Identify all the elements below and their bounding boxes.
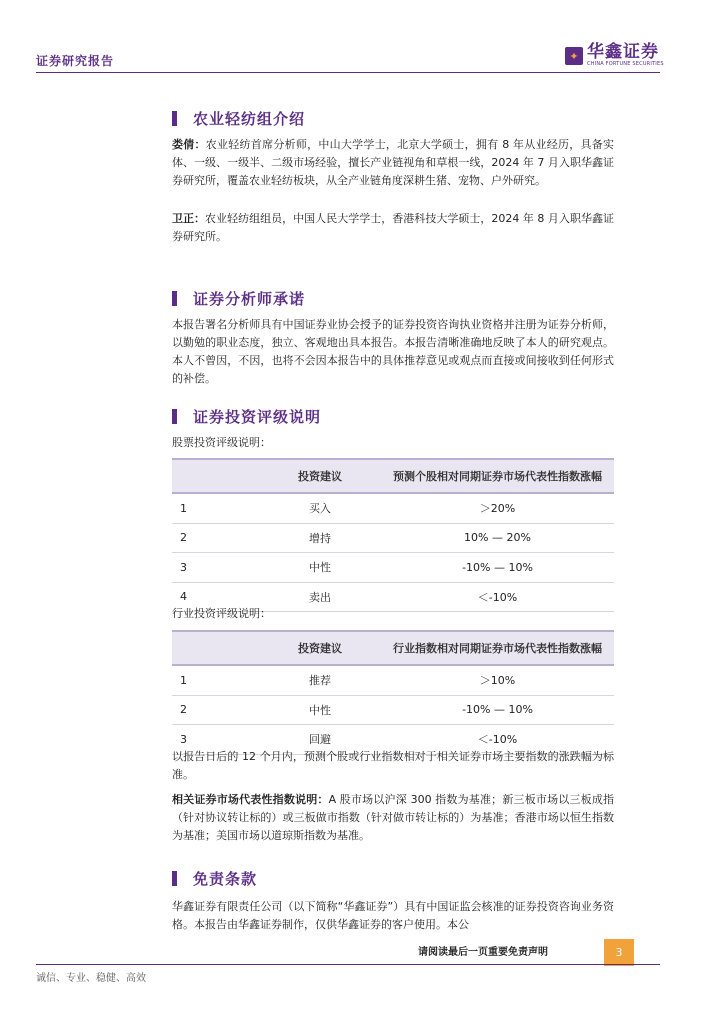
section-bar-icon bbox=[172, 409, 177, 424]
logo-english-text: CHINA FORTUNE SECURITIES bbox=[587, 61, 664, 67]
stock-rating-label: 股票投资评级说明： bbox=[172, 436, 271, 449]
rating-section-heading bbox=[172, 406, 321, 427]
disclaimer-section-heading bbox=[172, 868, 257, 889]
table-cell: ＜-10% bbox=[381, 725, 614, 755]
logo-mark-icon: ✦ bbox=[565, 47, 583, 65]
industry-rating-label: 行业投资评级说明： bbox=[172, 607, 271, 620]
rating-section-title: 证券投资评级说明 bbox=[193, 408, 322, 426]
table-cell: ＞20% bbox=[381, 493, 614, 523]
table-cell: 3 bbox=[172, 553, 259, 583]
table-cell: 4 bbox=[172, 582, 259, 612]
team-section-title: 农业轻纺组介绍 bbox=[193, 110, 306, 128]
table-header-cell: 行业指数相对同期证券市场代表性指数涨幅 bbox=[381, 631, 614, 665]
table-header-cell: 投资建议 bbox=[259, 631, 381, 665]
commitment-text: 本报告署名分析师具有中国证券业协会授予的证券投资咨询执业资格并注册为证券分析师，以勤勉的职业态度，独立、客观地出具本报告。本报告清晰准确地反映了本人的研究观点。本人不曾因，不因，也将不会因本报告中的具体推荐意见或观点而直接或间接收到任何形式的补偿。 bbox=[172, 318, 614, 385]
member-2-desc: 农业轻纺组组员，中国人民大学学士，香港科技大学硕士，2024 年 8 月入职华鑫证券研究所。 bbox=[172, 212, 615, 243]
commitment-section-title: 证券分析师承诺 bbox=[193, 290, 306, 308]
company-logo bbox=[565, 44, 664, 68]
table-cell: 1 bbox=[172, 665, 259, 695]
section-bar-icon bbox=[172, 291, 177, 306]
table-cell: 2 bbox=[172, 695, 259, 725]
table-cell: ＜-10% bbox=[381, 582, 614, 612]
table-row bbox=[172, 493, 614, 523]
table-cell: 10% — 20% bbox=[381, 523, 614, 553]
index-text: A 股市场以沪深 300 指数为基准；新三板市场以三板成指（针对协议转让标的）或三板做市指数（针对做市转让标的）为基准；香港市场以恒生指数为基准；美国市场以道琼斯指数为基准。 bbox=[172, 793, 614, 842]
member-1-name: 娄倩： bbox=[172, 138, 206, 151]
table-cell: 中性 bbox=[259, 553, 381, 583]
table-cell: 推荐 bbox=[259, 665, 381, 695]
report-type-label: 证券研究报告 bbox=[36, 54, 115, 68]
team-section-heading bbox=[172, 108, 305, 129]
table-cell: -10% — 10% bbox=[381, 553, 614, 583]
table-header-cell bbox=[172, 459, 259, 493]
table-cell: 回避 bbox=[259, 725, 381, 755]
table-cell: 2 bbox=[172, 523, 259, 553]
table-cell: 1 bbox=[172, 493, 259, 523]
table-row bbox=[172, 523, 614, 553]
disclaimer-text: 华鑫证券有限责任公司（以下简称“华鑫证券”）具有中国证监会核准的证券投资咨询业务资格。本报告由华鑫证券制作，仅供华鑫证券的客户使用。本公 bbox=[172, 900, 614, 931]
table-cell: 卖出 bbox=[259, 582, 381, 612]
footer-divider bbox=[36, 964, 660, 965]
section-bar-icon bbox=[172, 871, 177, 886]
table-row bbox=[172, 553, 614, 583]
disclaimer-section-title: 免责条款 bbox=[193, 870, 258, 888]
index-explanation bbox=[172, 791, 614, 845]
commitment-section-heading bbox=[172, 288, 305, 309]
header-divider bbox=[36, 72, 660, 73]
member-2-name: 卫正： bbox=[172, 212, 206, 225]
team-member-2 bbox=[172, 210, 614, 246]
team-member-1 bbox=[172, 136, 614, 190]
table-header-cell: 预测个股相对同期证券市场代表性指数涨幅 bbox=[381, 459, 614, 493]
table-header-row bbox=[172, 631, 614, 665]
table-header-row bbox=[172, 459, 614, 493]
table-cell: -10% — 10% bbox=[381, 695, 614, 725]
index-label: 相关证券市场代表性指数说明： bbox=[172, 793, 329, 806]
member-1-desc: 农业轻纺首席分析师，中山大学学士，北京大学硕士，拥有 8 年从业经历，具备实体、一级、一级半、二级市场经验，擅长产业链视角和草根一线，2024 年 7 月入职华鑫证券研究所，覆盖农业轻纺板块，从全产业链角度深耕生猪、宠物、户外研究。 bbox=[172, 138, 615, 187]
page-number: 3 bbox=[604, 939, 634, 966]
table-header-cell: 投资建议 bbox=[259, 459, 381, 493]
stock-rating-table bbox=[172, 458, 614, 612]
rating-note: 以报告日后的 12 个月内，预测个股或行业指数相对于相关证券市场主要指数的涨跌幅为标准。 bbox=[172, 750, 614, 781]
section-bar-icon bbox=[172, 111, 177, 126]
table-cell: 买入 bbox=[259, 493, 381, 523]
logo-text: 华鑫证券 bbox=[587, 42, 659, 62]
table-row bbox=[172, 665, 614, 695]
footer-disclaimer-note: 请阅读最后一页重要免责声明 bbox=[418, 947, 548, 958]
table-cell: 3 bbox=[172, 725, 259, 755]
table-cell: ＞10% bbox=[381, 665, 614, 695]
industry-rating-table bbox=[172, 630, 614, 755]
table-cell: 增持 bbox=[259, 523, 381, 553]
footer-slogan: 诚信、专业、稳健、高效 bbox=[36, 973, 146, 984]
table-header-cell bbox=[172, 631, 259, 665]
table-cell: 中性 bbox=[259, 695, 381, 725]
table-row bbox=[172, 695, 614, 725]
